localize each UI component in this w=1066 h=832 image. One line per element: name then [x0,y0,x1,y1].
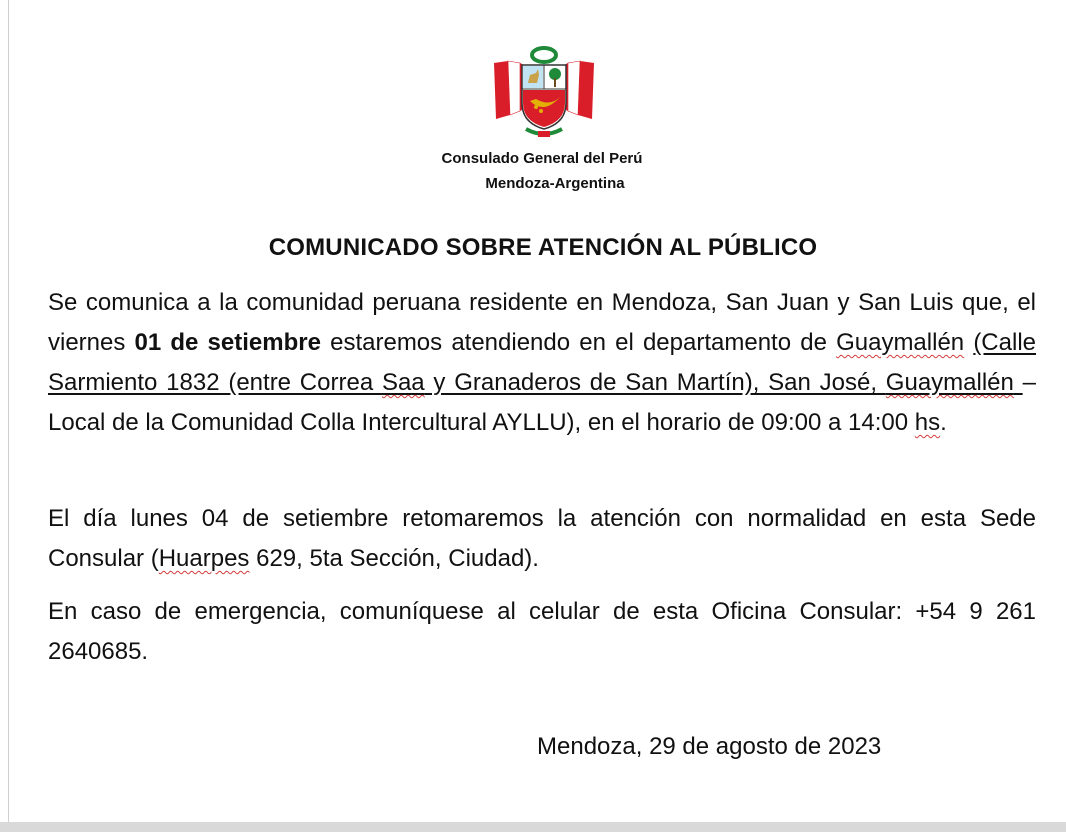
paragraph-return [48,499,1036,579]
p1-address-open: (Calle Sarmiento 1832 (entre Correa [48,329,1036,396]
p1-address-tail [1014,369,1023,396]
peru-coat-of-arms-icon [486,45,602,145]
p1-intro: Se comunica a la comunidad peruana residente en Mendoza, San Juan y San Luis que, el viernes [48,289,1036,356]
p1-space [964,329,973,356]
p1-address-saa: Saa [381,369,425,396]
p2-before: El día lunes 04 de setiembre retomaremos la atención con normalidad en esta Sede Consular ( [48,505,1036,572]
p1-after-address: – Local de la Comunidad Colla Intercultural AYLLU), en el horario de 09:00 a 14:00 [48,369,1036,436]
paragraph-schedule [48,283,1036,443]
p1-address-place: Guaymallén [885,369,1014,396]
p1-end: . [940,409,947,436]
p2-huarpes: Huarpes [158,545,250,572]
announcement-title: COMUNICADO SOBRE ATENCIÓN AL PÚBLICO [268,234,818,261]
p1-date: 01 de setiembre [134,329,321,356]
paragraph-emergency: En caso de emergencia, comuníquese al celular de esta Oficina Consular: +54 9 261 2640685. [48,598,1036,665]
p1-hs: hs [914,409,941,436]
date-place: Mendoza, 29 de agosto de 2023 [537,733,882,760]
consulate-name: Consulado General del Perú [441,150,643,167]
page-left-edge [8,0,9,822]
p1-after-date: estaremos atendiendo en el departamento de [320,329,837,356]
p1-address-mid: y Granaderos de San Martín), San José, [424,369,886,396]
page-bottom-edge [0,822,1066,832]
p1-place: Guaymallén [836,329,965,356]
p2-after: 629, 5ta Sección, Ciudad). [249,545,539,572]
consulate-location: Mendoza-Argentina [485,175,625,192]
